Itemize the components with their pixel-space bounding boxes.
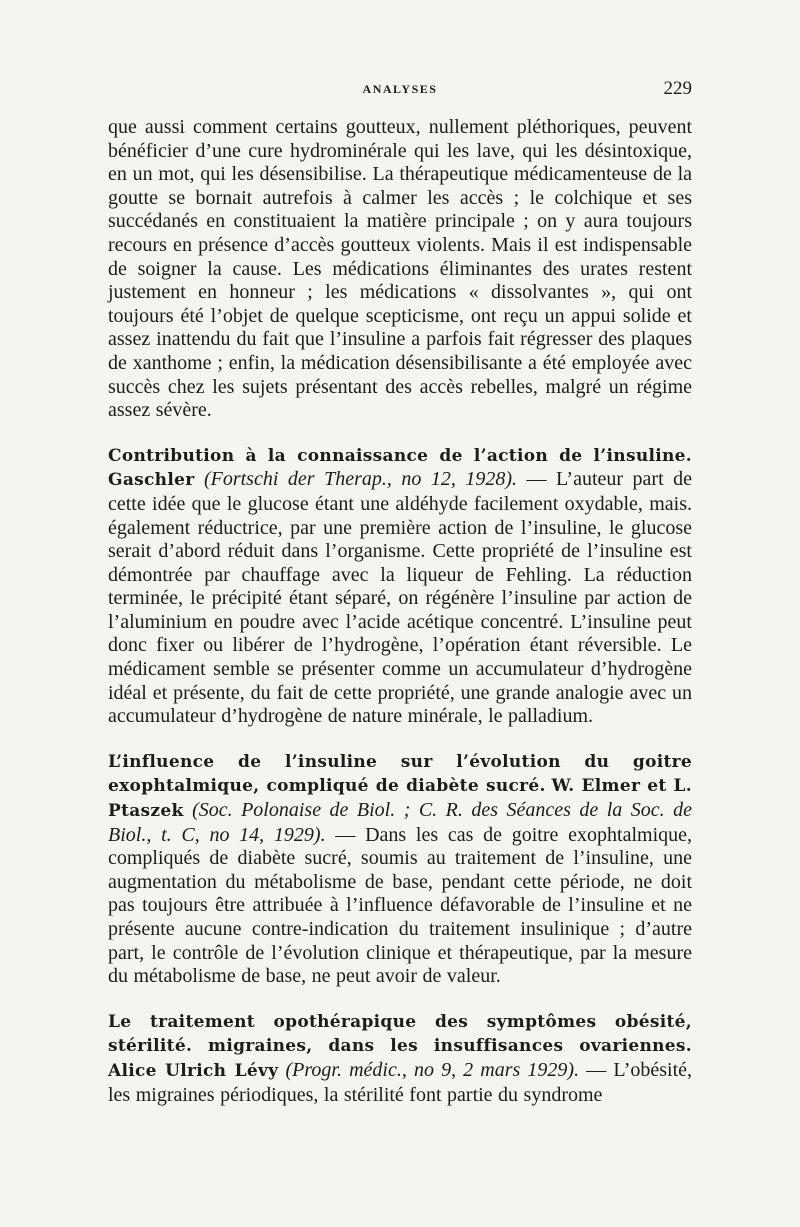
article-author: W. Elmer et L. Ptaszek <box>108 776 692 822</box>
article-text: — L’auteur part de cette idée que le glucose étant une aldéhyde facilement oxydable, mais. également réductrice, par une première action de l’insuline, le glucose serait d’abord réduit dans l’organisme. Cette propriété de l’insuline est démontrée par chauffage avec la liqueur de Fehling. La réduction terminée, le précipité étant séparé, on régénère l’insuline par action de l’aluminium en poudre avec l’acide acétique concentré. L’insuline peut donc fixer ou libérer de l’hydrogène, l’opération étant réversible. Le médicament semble se présenter comme un accumulateur d’hydrogène idéal et présente, du fait de cette propriété, une grande analogie avec un accumulateur d’hydrogène de nature minérale, le palladium. <box>108 468 693 728</box>
article-opotherapy <box>108 1010 692 1107</box>
article-title: L’influence de l’insuline sur l’évolution du goitre exophtalmique, compliqué de diabète sucré. <box>108 751 692 797</box>
article-goitre <box>108 750 692 989</box>
article-text: — Dans les cas de goitre exophtalmique, compliqués de diabète sucré, soumis au traitement de l’insuline, une augmentation du métabolisme de base, pendant cette période, ne doit pas toujours être attribuée à l’influence défavorable de l’insuline et ne présente aucune contre-indication du traitement insulinique ; d’autre part, le contrôle de l’évolution clinique et thérapeutique, par la mesure du métabolisme de base, ne peut avoir de valeur. <box>108 823 692 988</box>
article-text: — L’obésité, les migraines périodiques, la stérilité font partie du syndrome <box>108 1058 693 1106</box>
page-number: 229 <box>663 78 692 99</box>
page-body <box>108 116 692 1107</box>
page-header <box>108 78 692 102</box>
article-author: Alice Ulrich Lévy <box>108 1060 279 1081</box>
article-reference: (Progr. médic., no 9, 2 mars 1929). <box>285 1058 580 1081</box>
article-insulin-action <box>108 444 692 729</box>
article-title: Le traitement opothérapique des symptômes obésité, stérilité. migraines, dans les insuffisances ovariennes. <box>108 1011 692 1057</box>
article-reference: (Fortschi der Therap., no 12, 1928). <box>203 468 518 491</box>
article-reference: (Soc. Polonaise de Biol. ; C. R. des Séances de la Soc. de Biol., t. C, no 14, 1929). <box>108 799 693 846</box>
article-author: Gaschler <box>108 470 195 491</box>
running-head: ANALYSES <box>362 82 438 96</box>
intro-paragraph: que aussi comment certains goutteux, nullement pléthoriques, peuvent bénéficier d’une cure hydrominérale qui les lave, qui les désintoxique, en un mot, qui les désensibilise. La thérapeutique médicamenteuse de la goutte se bornait autrefois à calmer les accès ; le colchique et ses succédanés en constituaient la matière principale ; on y aura toujours recours en présence d’accès goutteux violents. Mais il est indispensable de soigner la cause. Les médications éliminantes des urates restent justement en honneur ; les médications « dissolvantes », qui ont toujours été l’objet de quelque scepticisme, ont reçu un appui solide et assez inattendu du fait que l’insuline a parfois fait régresser des plaques de xanthome ; enfin, la médication désensibilisante a été employée avec succès chez les sujets présentant des accès rebelles, malgré un régime assez sévère. <box>108 116 692 422</box>
article-title: Contribution à la connaissance de l’action de l’insuline. <box>108 445 692 466</box>
